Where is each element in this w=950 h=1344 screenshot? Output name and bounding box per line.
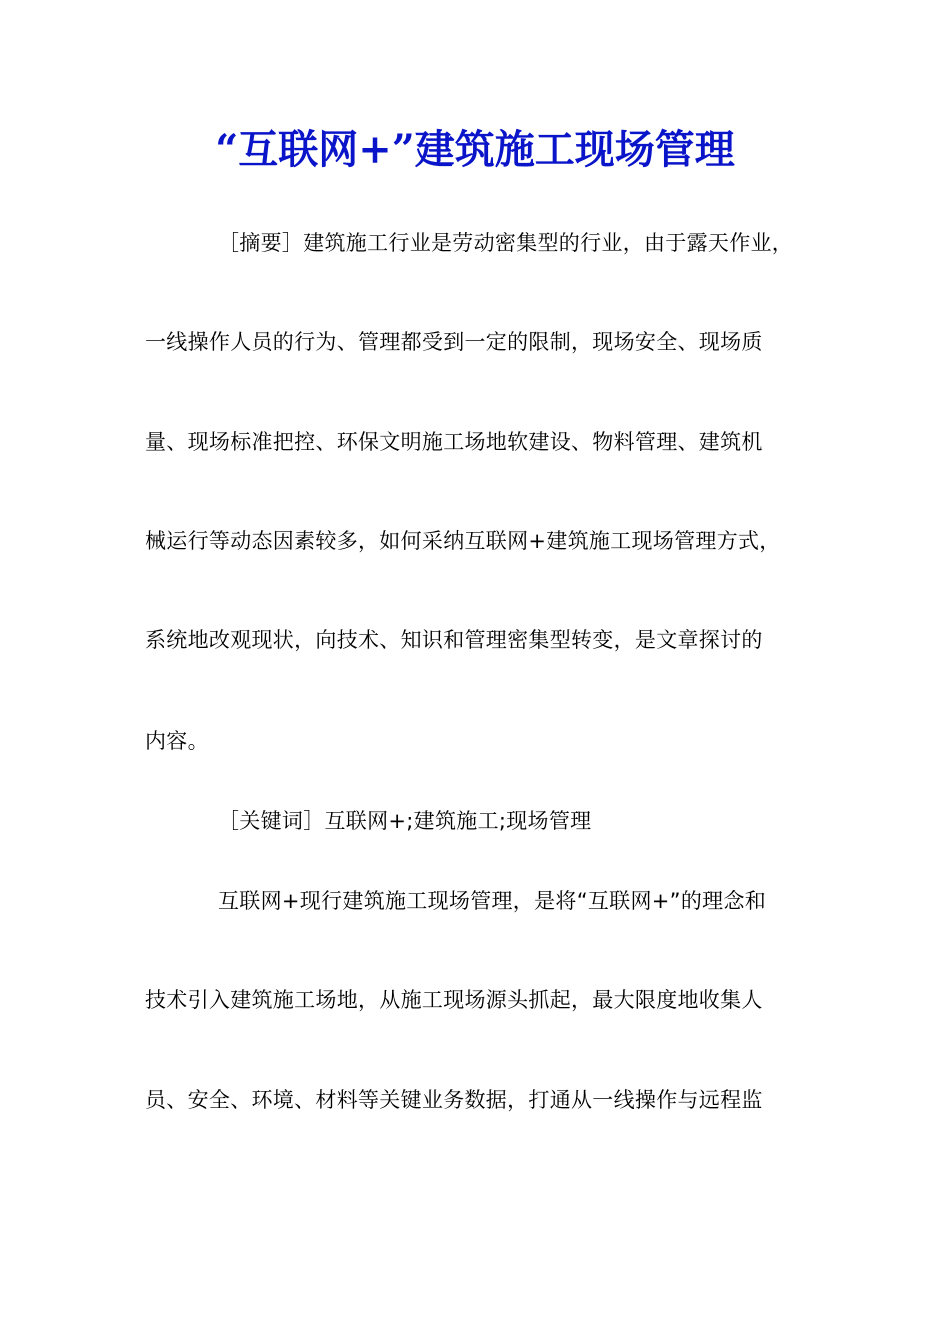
abstract-line-4: 械运行等动态因素较多，如何采纳互联网+建筑施工现场管理方式， xyxy=(145,529,781,553)
keywords-line: ［关键词］互联网+;建筑施工;现场管理 xyxy=(218,809,592,833)
body-line-1: 互联网+现行建筑施工现场管理，是将“互联网+”的理念和 xyxy=(218,889,767,913)
document-title: “互联网+”建筑施工现场管理 xyxy=(215,126,735,173)
abstract-line-6: 内容。 xyxy=(145,729,209,753)
abstract-line-2: 一线操作人员的行为、管理都受到一定的限制，现场安全、现场质 xyxy=(145,330,763,354)
abstract-line-5: 系统地改观现状，向技术、知识和管理密集型转变，是文章探讨的 xyxy=(145,628,763,652)
body-line-3: 员、安全、环境、材料等关键业务数据，打通从一线操作与远程监 xyxy=(145,1088,763,1112)
body-line-2: 技术引入建筑施工场地，从施工现场源头抓起，最大限度地收集人 xyxy=(145,988,763,1012)
abstract-line-1: ［摘要］建筑施工行业是劳动密集型的行业，由于露天作业， xyxy=(218,231,794,255)
abstract-line-3: 量、现场标准把控、环保文明施工场地软建设、物料管理、建筑机 xyxy=(145,430,763,454)
